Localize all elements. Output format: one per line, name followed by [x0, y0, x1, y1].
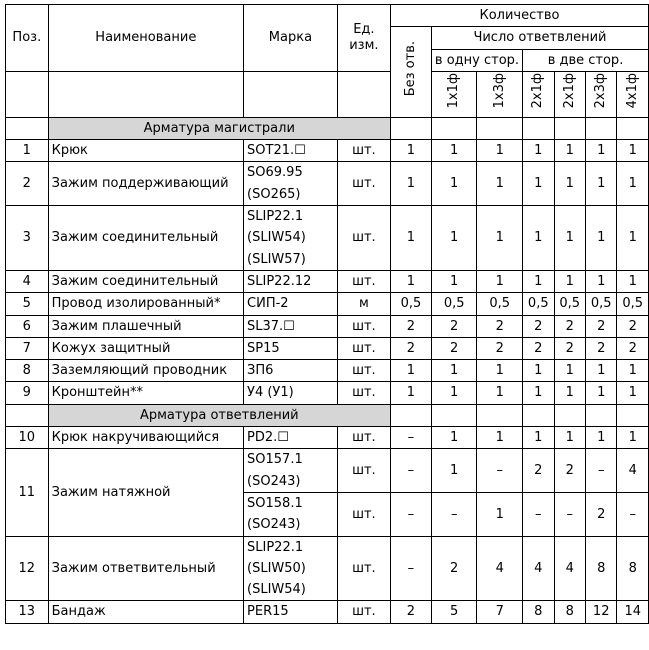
section-empty-cell — [585, 117, 616, 139]
row-name: Зажим поддерживающий — [48, 162, 243, 206]
row-pos: 5 — [6, 293, 49, 315]
row-name: Зажим плашечный — [48, 315, 243, 337]
row-qty: 5 — [431, 601, 477, 623]
row-mark — [244, 270, 338, 292]
section-row — [6, 404, 649, 426]
row-name: Бандаж — [48, 601, 243, 623]
row-qty: 1 — [523, 427, 554, 449]
header-col-4: 2х1ф — [554, 71, 585, 117]
row-qty: 1 — [617, 206, 649, 271]
header-spacer — [244, 71, 338, 117]
row-qty: 1 — [585, 270, 616, 292]
row-mark — [244, 492, 338, 536]
section-empty-cell — [554, 117, 585, 139]
section-title: Арматура магистрали — [48, 117, 390, 139]
row-unit: шт. — [337, 427, 390, 449]
mark-line: (SO243) — [247, 473, 301, 489]
header-spacer — [337, 71, 390, 117]
row-pos: 11 — [6, 449, 49, 536]
row-qty: 1 — [390, 140, 431, 162]
table-row — [6, 293, 649, 315]
row-pos: 2 — [6, 162, 49, 206]
row-qty: 1 — [585, 360, 616, 382]
row-pos: 12 — [6, 536, 49, 601]
section-empty-cell — [477, 404, 523, 426]
table-row — [6, 536, 649, 601]
row-mark — [244, 427, 338, 449]
row-qty: – — [585, 449, 616, 493]
row-qty: 1 — [477, 360, 523, 382]
row-mark — [244, 360, 338, 382]
mark-line: SO157.1 — [247, 452, 303, 468]
row-qty: 1 — [554, 427, 585, 449]
row-qty: 2 — [617, 315, 649, 337]
row-unit: шт. — [337, 449, 390, 493]
section-empty-cell — [431, 404, 477, 426]
section-empty-cell — [523, 404, 554, 426]
row-qty: 2 — [390, 315, 431, 337]
row-qty: 1 — [554, 206, 585, 271]
row-qty: – — [390, 492, 431, 536]
row-qty: 1 — [523, 140, 554, 162]
row-mark — [244, 206, 338, 271]
row-qty: 2 — [554, 449, 585, 493]
row-qty: 1 — [431, 360, 477, 382]
row-pos: 3 — [6, 206, 49, 271]
row-qty: – — [390, 427, 431, 449]
row-mark — [244, 315, 338, 337]
header-quantity: Количество — [390, 5, 648, 27]
row-qty: 1 — [523, 270, 554, 292]
row-name: Крюк накручивающийся — [48, 427, 243, 449]
table-body — [6, 5, 649, 624]
row-qty: 1 — [617, 382, 649, 404]
row-pos: 7 — [6, 337, 49, 359]
section-empty-cell — [523, 117, 554, 139]
section-empty-cell — [585, 404, 616, 426]
row-qty: 12 — [585, 601, 616, 623]
row-qty: 1 — [523, 360, 554, 382]
row-qty: 1 — [477, 427, 523, 449]
row-qty: 1 — [431, 206, 477, 271]
row-qty: 8 — [523, 601, 554, 623]
row-mark — [244, 601, 338, 623]
row-qty: 8 — [617, 536, 649, 601]
row-qty: – — [477, 449, 523, 493]
header-spacer — [6, 71, 49, 117]
row-qty: 1 — [617, 427, 649, 449]
row-qty: 1 — [585, 382, 616, 404]
row-mark — [244, 140, 338, 162]
row-qty: 1 — [390, 162, 431, 206]
row-qty: 8 — [585, 536, 616, 601]
row-qty: 2 — [431, 315, 477, 337]
mark-line: SO69.95 — [247, 165, 303, 181]
table-row — [6, 337, 649, 359]
row-qty: 1 — [390, 360, 431, 382]
row-pos: 8 — [6, 360, 49, 382]
row-name: Кожух защитный — [48, 337, 243, 359]
row-qty: 1 — [585, 140, 616, 162]
row-qty: 2 — [585, 337, 616, 359]
row-name: Крюк — [48, 140, 243, 162]
row-pos: 9 — [6, 382, 49, 404]
mark-line: SLIP22.1 — [247, 539, 304, 555]
table-row — [6, 601, 649, 623]
row-qty: 1 — [554, 140, 585, 162]
row-qty: 1 — [477, 270, 523, 292]
mark-line: (SLIW54) — [247, 230, 306, 246]
row-qty: – — [431, 492, 477, 536]
row-qty: 2 — [617, 337, 649, 359]
header-col-2: 1х3ф — [477, 71, 523, 117]
section-empty-cell — [617, 117, 649, 139]
row-pos: 6 — [6, 315, 49, 337]
row-qty: 1 — [585, 427, 616, 449]
row-qty: 2 — [431, 536, 477, 601]
table-row — [6, 449, 649, 493]
row-pos: 1 — [6, 140, 49, 162]
table-row — [6, 382, 649, 404]
mark-line: SO158.1 — [247, 495, 303, 511]
row-name: Провод изолированный* — [48, 293, 243, 315]
section-empty-cell — [477, 117, 523, 139]
section-empty-cell — [390, 404, 431, 426]
row-qty: – — [523, 492, 554, 536]
mark-line: У4 (У1) — [247, 385, 294, 401]
row-name: Кронштейн** — [48, 382, 243, 404]
row-qty: 1 — [477, 162, 523, 206]
row-qty: 1 — [585, 162, 616, 206]
row-name: Зажим соединительный — [48, 270, 243, 292]
row-pos: 10 — [6, 427, 49, 449]
section-empty-cell — [431, 117, 477, 139]
row-qty: – — [390, 449, 431, 493]
mark-line: СИП-2 — [247, 296, 289, 312]
section-row — [6, 117, 649, 139]
row-qty: 1 — [523, 206, 554, 271]
row-qty: 2 — [477, 315, 523, 337]
row-pos: 4 — [6, 270, 49, 292]
row-mark — [244, 449, 338, 493]
row-qty: 2 — [523, 449, 554, 493]
row-mark — [244, 337, 338, 359]
row-qty: 1 — [617, 270, 649, 292]
row-qty: 1 — [390, 206, 431, 271]
row-unit: шт. — [337, 536, 390, 601]
mark-line: (SLIW54) — [247, 582, 306, 598]
row-qty: 1 — [431, 270, 477, 292]
specification-table — [5, 4, 649, 624]
section-title: Арматура ответвлений — [48, 404, 390, 426]
row-qty: 1 — [477, 492, 523, 536]
row-qty: 2 — [390, 601, 431, 623]
header-branch-count: Число ответвлений — [431, 27, 648, 49]
row-qty: 1 — [477, 382, 523, 404]
row-qty: 1 — [554, 382, 585, 404]
row-mark — [244, 293, 338, 315]
section-empty-cell — [554, 404, 585, 426]
row-qty: 2 — [554, 315, 585, 337]
section-empty-cell — [390, 117, 431, 139]
mark-line: SL37.☐ — [247, 318, 295, 334]
row-unit: м — [337, 293, 390, 315]
row-unit: шт. — [337, 140, 390, 162]
row-qty: 1 — [431, 427, 477, 449]
table-row — [6, 427, 649, 449]
row-qty: 1 — [431, 162, 477, 206]
header-col-1: 1х1ф — [431, 71, 477, 117]
row-qty: 0,5 — [431, 293, 477, 315]
row-name: Зажим натяжной — [48, 449, 243, 536]
table-row — [6, 315, 649, 337]
header-mark: Марка — [244, 5, 338, 72]
mark-line: SP15 — [247, 340, 280, 356]
row-qty: 0,5 — [477, 293, 523, 315]
header-spacer — [48, 71, 243, 117]
row-name: Зажим соединительный — [48, 206, 243, 271]
row-qty: 4 — [523, 536, 554, 601]
row-unit: шт. — [337, 206, 390, 271]
row-qty: 2 — [477, 337, 523, 359]
row-unit: шт. — [337, 270, 390, 292]
row-qty: – — [390, 536, 431, 601]
row-qty: – — [554, 492, 585, 536]
row-qty: 1 — [431, 449, 477, 493]
row-mark — [244, 162, 338, 206]
row-qty: 1 — [431, 382, 477, 404]
mark-line: SOT21.☐ — [247, 143, 306, 159]
row-qty: 2 — [523, 337, 554, 359]
row-qty: 1 — [585, 206, 616, 271]
row-qty: 1 — [523, 382, 554, 404]
section-spacer — [6, 117, 49, 139]
row-qty: 2 — [390, 337, 431, 359]
row-qty: 1 — [617, 360, 649, 382]
row-qty: 1 — [617, 140, 649, 162]
mark-line: (SO243) — [247, 517, 301, 533]
row-name: Зажим ответвительный — [48, 536, 243, 601]
table-row — [6, 140, 649, 162]
table-row — [6, 206, 649, 271]
row-qty: 0,5 — [617, 293, 649, 315]
table-row — [6, 360, 649, 382]
row-qty: 7 — [477, 601, 523, 623]
header-col-6: 4х1ф — [617, 71, 649, 117]
section-empty-cell — [617, 404, 649, 426]
row-qty: 1 — [390, 270, 431, 292]
row-qty: 1 — [431, 140, 477, 162]
header-col-5: 2х3ф — [585, 71, 616, 117]
header-unit: Ед. изм. — [337, 5, 390, 72]
mark-line: (SLIW57) — [247, 251, 306, 267]
mark-line: (SLIW50) — [247, 560, 306, 576]
row-qty: 2 — [585, 492, 616, 536]
mark-line: PD2.☐ — [247, 430, 289, 446]
row-mark — [244, 382, 338, 404]
row-qty: 4 — [554, 536, 585, 601]
row-qty: 8 — [554, 601, 585, 623]
section-spacer — [6, 404, 49, 426]
row-unit: шт. — [337, 315, 390, 337]
header-two-sides: в две стор. — [523, 49, 649, 71]
row-qty: 0,5 — [554, 293, 585, 315]
row-qty: – — [617, 492, 649, 536]
row-qty: 1 — [617, 162, 649, 206]
row-qty: 1 — [477, 140, 523, 162]
row-qty: 1 — [523, 162, 554, 206]
row-unit: шт. — [337, 492, 390, 536]
row-qty: 14 — [617, 601, 649, 623]
mark-line: SLIP22.12 — [247, 273, 312, 289]
row-qty: 2 — [431, 337, 477, 359]
row-qty: 0,5 — [390, 293, 431, 315]
row-unit: шт. — [337, 360, 390, 382]
row-unit: шт. — [337, 337, 390, 359]
row-qty: 4 — [477, 536, 523, 601]
row-unit: шт. — [337, 601, 390, 623]
row-qty: 1 — [477, 206, 523, 271]
header-one-side: в одну стор. — [431, 49, 522, 71]
row-qty: 1 — [554, 162, 585, 206]
table-row — [6, 162, 649, 206]
mark-line: PER15 — [247, 604, 289, 620]
row-name: Заземляющий проводник — [48, 360, 243, 382]
row-mark — [244, 536, 338, 601]
row-qty: 0,5 — [585, 293, 616, 315]
header-name: Наименование — [48, 5, 243, 72]
mark-line: (SO265) — [247, 186, 301, 202]
row-pos: 13 — [6, 601, 49, 623]
row-qty: 1 — [554, 360, 585, 382]
mark-line: SLIP22.1 — [247, 209, 304, 225]
row-qty: 2 — [585, 315, 616, 337]
mark-line: ЗП6 — [247, 363, 274, 379]
row-qty: 1 — [554, 270, 585, 292]
row-unit: шт. — [337, 382, 390, 404]
header-col-3: 2х1ф — [523, 71, 554, 117]
row-qty: 4 — [617, 449, 649, 493]
table-row — [6, 270, 649, 292]
row-unit: шт. — [337, 162, 390, 206]
row-qty: 2 — [523, 315, 554, 337]
row-qty: 0,5 — [523, 293, 554, 315]
header-no-branch: Без отв. — [390, 27, 431, 118]
header-pos: Поз. — [6, 5, 49, 72]
row-qty: 1 — [390, 382, 431, 404]
row-qty: 2 — [554, 337, 585, 359]
